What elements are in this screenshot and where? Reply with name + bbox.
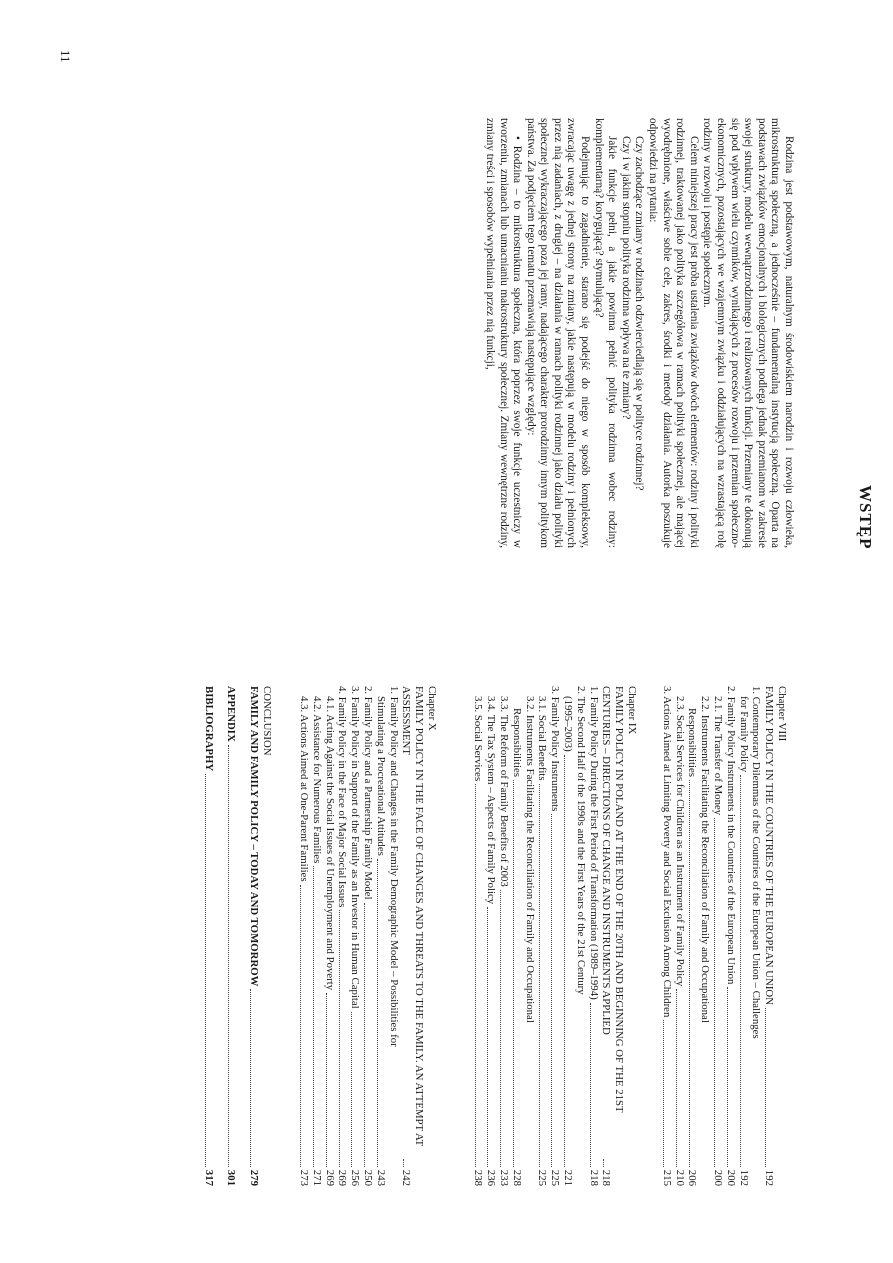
paragraph: Celem niniejszej pracy jest próba ustalenia związków dwóch elementów: rodziny i polityki rodzinnej, traktowanej jako polityka szczegółowa w ramach polityki społecznej, ale mającej wyodrębnione, właściwe sobie cele, zakres, środki i metody działania. Autorka poszukuje odpowiedzi na pytania:: [647, 118, 700, 548]
toc-entry[interactable]: 1. Family Policy and Changes in the Family Demographic Model – Possibilities for: [387, 686, 400, 1047]
toc-entry-continuation[interactable]: Stimulating a Procreational Attitudes 243: [374, 696, 387, 1186]
toc-entry[interactable]: 3.2. Instruments Facilitating the Reconciliation of Family and Occupational: [523, 696, 536, 1023]
page-number: 11: [58, 50, 73, 63]
toc-entry[interactable]: 2.2. Instruments Facilitating the Reconciliation of Family and Occupational: [699, 696, 712, 1023]
toc-entry-conclusion[interactable]: FAMILY AND FAMILY POLICY – TODAY AND TOMORROW 279: [248, 686, 261, 1186]
toc-entry-continuation[interactable]: Responsibilities 206: [686, 708, 699, 1186]
toc-entry[interactable]: 1. Contemporary Dilemmas of the Countries of the European Union – Challenges: [750, 686, 763, 1039]
toc-entry-appendix[interactable]: APPENDIX 301: [225, 686, 238, 1186]
chapter-title: FAMILY POLICY IN THE FACE OF CHANGES AND THREATS TO THE FAMILY. AN ATTEMPT AT ASSESSMENT: [400, 686, 426, 1147]
right-page: [0, 631, 893, 1263]
toc-entry-continuation[interactable]: Responsibilities 228: [510, 708, 523, 1186]
toc-entry[interactable]: 3.5. Social Services 238: [472, 696, 485, 1186]
toc-entry-bibliography[interactable]: BIBLIOGRAPHY 317: [202, 686, 215, 1186]
intro-body: [482, 118, 795, 548]
page-title: WSTĘP: [856, 485, 875, 550]
toc-entry[interactable]: 2. The Second Half of the 1990s and the First Years of the 21st Century: [574, 686, 587, 995]
page-ref: 242: [400, 1169, 413, 1186]
toc-entry[interactable]: 4.2. Assistance for Numerous Families 271: [310, 696, 323, 1186]
chapter-block: [660, 686, 788, 1186]
toc-entry[interactable]: 2.3. Social Services for Children as an Instrument of Family Policy 210: [673, 696, 686, 1186]
paragraph: Czy i w jakim stopniu polityka rodzinna wpływa na te zmiany?: [619, 136, 632, 420]
chapter-block: [472, 686, 638, 1186]
toc-entry[interactable]: 1. Family Policy During the First Period of Transformation (1989–1994) 218: [587, 686, 600, 1186]
chapter-label: Chapter VIII: [776, 686, 788, 742]
toc-entry-continuation[interactable]: (1995–2003) 221: [562, 696, 575, 1186]
chapter-label: Chapter X: [426, 686, 438, 731]
chapter-heading[interactable]: [600, 686, 626, 1186]
paragraph: Podejmując to zagadnienie, starano się podejść do niego w sposób kompleksowy, zwracając uwagę z jednej strony na zmiany, jakie następują w modelu rodziny i pełnionych przez nią zadaniach, z drugiej – na działania w ramach polityki rodzinnej jako działu polityki społecznej wykraczającego poza jej ramy, nadającego charakter prorodzinny innym politykom państwa. Za podjęciem tego tematu przemawiają następujące względy:: [524, 118, 592, 548]
toc-entry[interactable]: 3. Family Policy in Support of the Family as an Investor in Human Capital 256: [349, 686, 362, 1186]
toc-entry[interactable]: 4. Family Policy in the Face of Major Social Issues 269: [336, 686, 349, 1186]
paragraph: Czy zachodzące zmiany w rodzinach odzwierciedlają się w polityce rodzinnej?: [633, 136, 646, 491]
conclusion-label: CONCLUSION: [261, 686, 273, 756]
chapter-label: Chapter IX: [626, 686, 638, 735]
left-page: [0, 0, 893, 631]
page-ref: 218: [600, 1169, 613, 1186]
toc-entry[interactable]: 3.4. The Tax System – Aspects of Family Policy 236: [485, 696, 498, 1186]
toc-entry[interactable]: 3.3. The Reform of Family Benefits of 2003 233: [498, 696, 511, 1186]
chapter-block: [297, 686, 438, 1186]
chapter-title: FAMILY POLICY IN THE COUNTRIES OF THE EUROPEAN UNION: [763, 686, 776, 1006]
chapter-heading[interactable]: [400, 686, 426, 1186]
toc-entry[interactable]: 3.1. Social Benefits 225: [536, 696, 549, 1186]
toc-entry[interactable]: 4.3. Actions Aimed at One-Parent Families 273: [298, 696, 311, 1186]
toc-entry[interactable]: 3. Actions Aimed at Limiting Poverty and Social Exclusion Among Children 215: [660, 686, 673, 1186]
end-matter: [202, 686, 273, 1186]
chapter-title: FAMILY POLICY IN POLAND AT THE END OF THE 20TH AND BEGINNING OF THE 21ST CENTURIES – DIRECTIONS OF CHANGE AND INSTRUMENTS APPLIED: [600, 686, 626, 1113]
paragraph: Jakie funkcje pełni, a jakie powinna pełnić polityka rodzinna wobec rodziny: komplementarną? korygującą? stymulującą?: [592, 118, 619, 548]
toc-entry[interactable]: 2. Family Policy and a Partnership Family Model 250: [362, 686, 375, 1186]
toc-entry[interactable]: 2.1. The Transfer of Money 200: [712, 696, 725, 1186]
toc-entry-continuation[interactable]: for Family Policy 192: [737, 696, 750, 1186]
paragraph: Rodzina jest podstawowym, naturalnym środowiskiem narodzin i rozwoju człowieka, mikrostrukturą społeczną, a jednocześnie – fundamentalną instytucją społeczną. Oparta na podstawach związków emocjonalnych i biologicznych podlega jednak przemianom w zakresie swojej struktury, modelu wewnątrzrodzinnego i realizowanych funkcji. Przemiany te dokonują się pod wpływem wielu czynników, wynikających z procesów rozwoju i przemian społeczno-ekonomicznych, pozostających we wzajemnym związku i oddziałujących na wzrastającą rolę rodziny w rozwoju i postępie społecznym.: [701, 118, 795, 548]
toc-entry[interactable]: 4.1. Acting Against the Social Issues of Unemployment and Poverty 269: [323, 696, 336, 1186]
toc-entry[interactable]: 2. Family Policy Instruments in the Countries of the European Union 200: [724, 686, 737, 1186]
chapter-heading[interactable]: [762, 686, 775, 1186]
toc-entry[interactable]: 3. Family Policy Instruments 225: [549, 686, 562, 1186]
paragraph: • Rodzina – to mikrostruktura społeczna, która poprzez swoje funkcje uczestniczy w tworzeniu, zmianach lub umacnianiu makrostruktury społecznej. Zmiany wewnętrzne rodziny, zmiany treści i sposobów wypełniania przez nią funkcji,: [483, 118, 524, 548]
page-ref: 192: [763, 1169, 776, 1186]
